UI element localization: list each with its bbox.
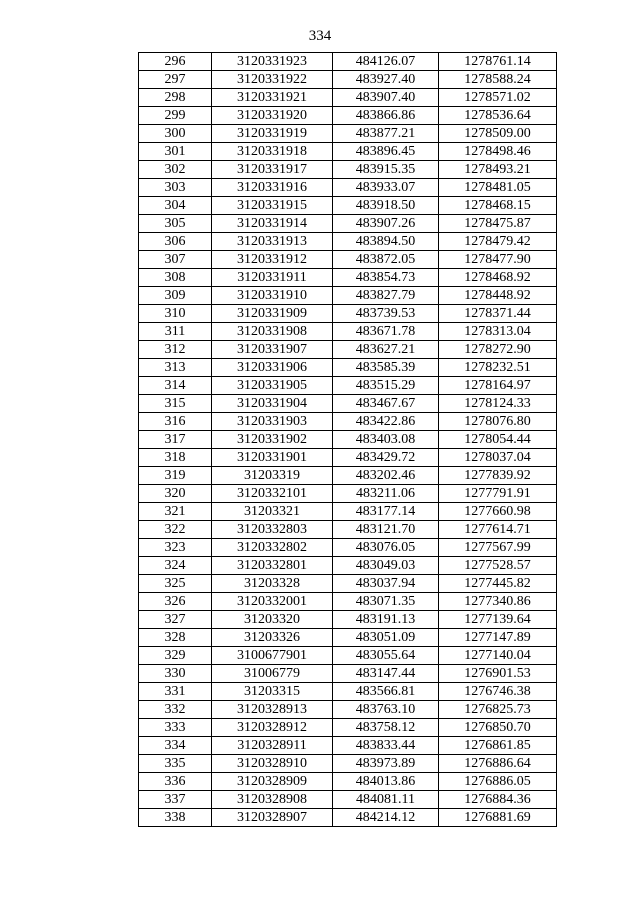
y-coordinate-cell: 1278571.02 xyxy=(439,89,557,107)
point-id-cell: 3120328907 xyxy=(212,809,333,827)
row-number-cell: 309 xyxy=(139,287,212,305)
point-id-cell: 3120332101 xyxy=(212,485,333,503)
row-number-cell: 326 xyxy=(139,593,212,611)
point-id-cell: 3120328911 xyxy=(212,737,333,755)
y-coordinate-cell: 1277340.86 xyxy=(439,593,557,611)
row-number-cell: 306 xyxy=(139,233,212,251)
point-id-cell: 3120332001 xyxy=(212,593,333,611)
x-coordinate-cell: 483076.05 xyxy=(333,539,439,557)
table-row xyxy=(139,449,557,467)
y-coordinate-cell: 1277139.64 xyxy=(439,611,557,629)
row-number-cell: 323 xyxy=(139,539,212,557)
x-coordinate-cell: 483933.07 xyxy=(333,179,439,197)
table-row xyxy=(139,53,557,71)
point-id-cell: 3120331908 xyxy=(212,323,333,341)
point-id-cell: 31203321 xyxy=(212,503,333,521)
row-number-cell: 333 xyxy=(139,719,212,737)
row-number-cell: 319 xyxy=(139,467,212,485)
x-coordinate-cell: 484214.12 xyxy=(333,809,439,827)
row-number-cell: 313 xyxy=(139,359,212,377)
row-number-cell: 321 xyxy=(139,503,212,521)
table-row xyxy=(139,755,557,773)
x-coordinate-cell: 484013.86 xyxy=(333,773,439,791)
row-number-cell: 302 xyxy=(139,161,212,179)
table-row xyxy=(139,179,557,197)
y-coordinate-cell: 1278536.64 xyxy=(439,107,557,125)
row-number-cell: 296 xyxy=(139,53,212,71)
y-coordinate-cell: 1278468.15 xyxy=(439,197,557,215)
x-coordinate-cell: 483918.50 xyxy=(333,197,439,215)
y-coordinate-cell: 1276825.73 xyxy=(439,701,557,719)
x-coordinate-cell: 483877.21 xyxy=(333,125,439,143)
x-coordinate-cell: 484126.07 xyxy=(333,53,439,71)
row-number-cell: 324 xyxy=(139,557,212,575)
row-number-cell: 336 xyxy=(139,773,212,791)
x-coordinate-cell: 483763.10 xyxy=(333,701,439,719)
point-id-cell: 3120331914 xyxy=(212,215,333,233)
x-coordinate-cell: 483758.12 xyxy=(333,719,439,737)
row-number-cell: 322 xyxy=(139,521,212,539)
table-row xyxy=(139,323,557,341)
y-coordinate-cell: 1278076.80 xyxy=(439,413,557,431)
y-coordinate-cell: 1276901.53 xyxy=(439,665,557,683)
point-id-cell: 3120331916 xyxy=(212,179,333,197)
y-coordinate-cell: 1276884.36 xyxy=(439,791,557,809)
point-id-cell: 3120331905 xyxy=(212,377,333,395)
point-id-cell: 3120331923 xyxy=(212,53,333,71)
x-coordinate-cell: 483627.21 xyxy=(333,341,439,359)
row-number-cell: 327 xyxy=(139,611,212,629)
y-coordinate-cell: 1277445.82 xyxy=(439,575,557,593)
x-coordinate-cell: 483739.53 xyxy=(333,305,439,323)
y-coordinate-cell: 1278124.33 xyxy=(439,395,557,413)
row-number-cell: 304 xyxy=(139,197,212,215)
x-coordinate-cell: 483566.81 xyxy=(333,683,439,701)
x-coordinate-cell: 483121.70 xyxy=(333,521,439,539)
x-coordinate-cell: 483467.67 xyxy=(333,395,439,413)
row-number-cell: 310 xyxy=(139,305,212,323)
y-coordinate-cell: 1278448.92 xyxy=(439,287,557,305)
table-row xyxy=(139,143,557,161)
page-number: 334 xyxy=(308,28,332,44)
row-number-cell: 301 xyxy=(139,143,212,161)
row-number-cell: 335 xyxy=(139,755,212,773)
y-coordinate-cell: 1276886.64 xyxy=(439,755,557,773)
y-coordinate-cell: 1277791.91 xyxy=(439,485,557,503)
point-id-cell: 3120328913 xyxy=(212,701,333,719)
point-id-cell: 3120331907 xyxy=(212,341,333,359)
coordinates-table xyxy=(138,52,557,827)
table-row xyxy=(139,539,557,557)
row-number-cell: 330 xyxy=(139,665,212,683)
table-row xyxy=(139,89,557,107)
row-number-cell: 298 xyxy=(139,89,212,107)
x-coordinate-cell: 483071.35 xyxy=(333,593,439,611)
table-row xyxy=(139,719,557,737)
x-coordinate-cell: 483915.35 xyxy=(333,161,439,179)
row-number-cell: 316 xyxy=(139,413,212,431)
point-id-cell: 3120331901 xyxy=(212,449,333,467)
point-id-cell: 3120331906 xyxy=(212,359,333,377)
row-number-cell: 300 xyxy=(139,125,212,143)
y-coordinate-cell: 1278468.92 xyxy=(439,269,557,287)
y-coordinate-cell: 1278371.44 xyxy=(439,305,557,323)
row-number-cell: 338 xyxy=(139,809,212,827)
x-coordinate-cell: 483907.26 xyxy=(333,215,439,233)
point-id-cell: 31203315 xyxy=(212,683,333,701)
row-number-cell: 307 xyxy=(139,251,212,269)
y-coordinate-cell: 1278232.51 xyxy=(439,359,557,377)
table-row xyxy=(139,107,557,125)
point-id-cell: 3120331913 xyxy=(212,233,333,251)
y-coordinate-cell: 1278164.97 xyxy=(439,377,557,395)
x-coordinate-cell: 483515.29 xyxy=(333,377,439,395)
y-coordinate-cell: 1278481.05 xyxy=(439,179,557,197)
y-coordinate-cell: 1277567.99 xyxy=(439,539,557,557)
y-coordinate-cell: 1277839.92 xyxy=(439,467,557,485)
row-number-cell: 337 xyxy=(139,791,212,809)
x-coordinate-cell: 483055.64 xyxy=(333,647,439,665)
point-id-cell: 3120332801 xyxy=(212,557,333,575)
table-row xyxy=(139,521,557,539)
x-coordinate-cell: 484081.11 xyxy=(333,791,439,809)
point-id-cell: 3120331902 xyxy=(212,431,333,449)
table-row xyxy=(139,305,557,323)
table-row xyxy=(139,611,557,629)
table-row xyxy=(139,575,557,593)
point-id-cell: 3100677901 xyxy=(212,647,333,665)
point-id-cell: 31203319 xyxy=(212,467,333,485)
table-row xyxy=(139,467,557,485)
y-coordinate-cell: 1276746.38 xyxy=(439,683,557,701)
point-id-cell: 3120331909 xyxy=(212,305,333,323)
point-id-cell: 3120331917 xyxy=(212,161,333,179)
point-id-cell: 3120331904 xyxy=(212,395,333,413)
point-id-cell: 31203320 xyxy=(212,611,333,629)
y-coordinate-cell: 1278493.21 xyxy=(439,161,557,179)
table-row xyxy=(139,791,557,809)
table-body xyxy=(139,53,557,827)
y-coordinate-cell: 1278475.87 xyxy=(439,215,557,233)
table-row xyxy=(139,593,557,611)
x-coordinate-cell: 483866.86 xyxy=(333,107,439,125)
y-coordinate-cell: 1278477.90 xyxy=(439,251,557,269)
y-coordinate-cell: 1278054.44 xyxy=(439,431,557,449)
x-coordinate-cell: 483833.44 xyxy=(333,737,439,755)
row-number-cell: 308 xyxy=(139,269,212,287)
point-id-cell: 3120331903 xyxy=(212,413,333,431)
table-row xyxy=(139,161,557,179)
point-id-cell: 3120328912 xyxy=(212,719,333,737)
x-coordinate-cell: 483422.86 xyxy=(333,413,439,431)
point-id-cell: 3120332803 xyxy=(212,521,333,539)
row-number-cell: 317 xyxy=(139,431,212,449)
x-coordinate-cell: 483896.45 xyxy=(333,143,439,161)
table-row xyxy=(139,647,557,665)
row-number-cell: 315 xyxy=(139,395,212,413)
y-coordinate-cell: 1278761.14 xyxy=(439,53,557,71)
point-id-cell: 31006779 xyxy=(212,665,333,683)
y-coordinate-cell: 1277660.98 xyxy=(439,503,557,521)
x-coordinate-cell: 483202.46 xyxy=(333,467,439,485)
row-number-cell: 334 xyxy=(139,737,212,755)
x-coordinate-cell: 483973.89 xyxy=(333,755,439,773)
table-row xyxy=(139,269,557,287)
x-coordinate-cell: 483403.08 xyxy=(333,431,439,449)
x-coordinate-cell: 483051.09 xyxy=(333,629,439,647)
y-coordinate-cell: 1277140.04 xyxy=(439,647,557,665)
point-id-cell: 3120328908 xyxy=(212,791,333,809)
table-row xyxy=(139,233,557,251)
row-number-cell: 314 xyxy=(139,377,212,395)
y-coordinate-cell: 1276861.85 xyxy=(439,737,557,755)
row-number-cell: 303 xyxy=(139,179,212,197)
table-row xyxy=(139,287,557,305)
row-number-cell: 329 xyxy=(139,647,212,665)
table-row xyxy=(139,773,557,791)
point-id-cell: 3120331918 xyxy=(212,143,333,161)
table-row xyxy=(139,665,557,683)
table-row xyxy=(139,71,557,89)
table-row xyxy=(139,413,557,431)
x-coordinate-cell: 483872.05 xyxy=(333,251,439,269)
table-row xyxy=(139,629,557,647)
row-number-cell: 332 xyxy=(139,701,212,719)
x-coordinate-cell: 483894.50 xyxy=(333,233,439,251)
point-id-cell: 3120331921 xyxy=(212,89,333,107)
table-row xyxy=(139,701,557,719)
point-id-cell: 3120331920 xyxy=(212,107,333,125)
table-row xyxy=(139,683,557,701)
point-id-cell: 31203326 xyxy=(212,629,333,647)
y-coordinate-cell: 1278479.42 xyxy=(439,233,557,251)
row-number-cell: 318 xyxy=(139,449,212,467)
y-coordinate-cell: 1278313.04 xyxy=(439,323,557,341)
table-row xyxy=(139,215,557,233)
table-row xyxy=(139,557,557,575)
y-coordinate-cell: 1278037.04 xyxy=(439,449,557,467)
point-id-cell: 3120331922 xyxy=(212,71,333,89)
y-coordinate-cell: 1276850.70 xyxy=(439,719,557,737)
point-id-cell: 3120328909 xyxy=(212,773,333,791)
y-coordinate-cell: 1276881.69 xyxy=(439,809,557,827)
y-coordinate-cell: 1278272.90 xyxy=(439,341,557,359)
point-id-cell: 3120331915 xyxy=(212,197,333,215)
x-coordinate-cell: 483927.40 xyxy=(333,71,439,89)
table-row xyxy=(139,503,557,521)
table-row xyxy=(139,359,557,377)
point-id-cell: 3120331910 xyxy=(212,287,333,305)
x-coordinate-cell: 483211.06 xyxy=(333,485,439,503)
table-row xyxy=(139,737,557,755)
x-coordinate-cell: 483429.72 xyxy=(333,449,439,467)
row-number-cell: 297 xyxy=(139,71,212,89)
row-number-cell: 299 xyxy=(139,107,212,125)
y-coordinate-cell: 1277147.89 xyxy=(439,629,557,647)
point-id-cell: 3120331912 xyxy=(212,251,333,269)
y-coordinate-cell: 1276886.05 xyxy=(439,773,557,791)
table-row xyxy=(139,341,557,359)
point-id-cell: 3120328910 xyxy=(212,755,333,773)
x-coordinate-cell: 483177.14 xyxy=(333,503,439,521)
point-id-cell: 31203328 xyxy=(212,575,333,593)
x-coordinate-cell: 483827.79 xyxy=(333,287,439,305)
x-coordinate-cell: 483907.40 xyxy=(333,89,439,107)
x-coordinate-cell: 483147.44 xyxy=(333,665,439,683)
table-row xyxy=(139,809,557,827)
table-row xyxy=(139,125,557,143)
table-row xyxy=(139,431,557,449)
table-row xyxy=(139,377,557,395)
point-id-cell: 3120331911 xyxy=(212,269,333,287)
row-number-cell: 305 xyxy=(139,215,212,233)
y-coordinate-cell: 1277528.57 xyxy=(439,557,557,575)
y-coordinate-cell: 1278498.46 xyxy=(439,143,557,161)
y-coordinate-cell: 1278588.24 xyxy=(439,71,557,89)
x-coordinate-cell: 483854.73 xyxy=(333,269,439,287)
x-coordinate-cell: 483037.94 xyxy=(333,575,439,593)
row-number-cell: 311 xyxy=(139,323,212,341)
x-coordinate-cell: 483049.03 xyxy=(333,557,439,575)
row-number-cell: 320 xyxy=(139,485,212,503)
table-row xyxy=(139,251,557,269)
row-number-cell: 331 xyxy=(139,683,212,701)
row-number-cell: 325 xyxy=(139,575,212,593)
point-id-cell: 3120332802 xyxy=(212,539,333,557)
y-coordinate-cell: 1277614.71 xyxy=(439,521,557,539)
row-number-cell: 312 xyxy=(139,341,212,359)
table-row xyxy=(139,197,557,215)
table-row xyxy=(139,395,557,413)
x-coordinate-cell: 483671.78 xyxy=(333,323,439,341)
x-coordinate-cell: 483191.13 xyxy=(333,611,439,629)
table-row xyxy=(139,485,557,503)
row-number-cell: 328 xyxy=(139,629,212,647)
x-coordinate-cell: 483585.39 xyxy=(333,359,439,377)
y-coordinate-cell: 1278509.00 xyxy=(439,125,557,143)
point-id-cell: 3120331919 xyxy=(212,125,333,143)
